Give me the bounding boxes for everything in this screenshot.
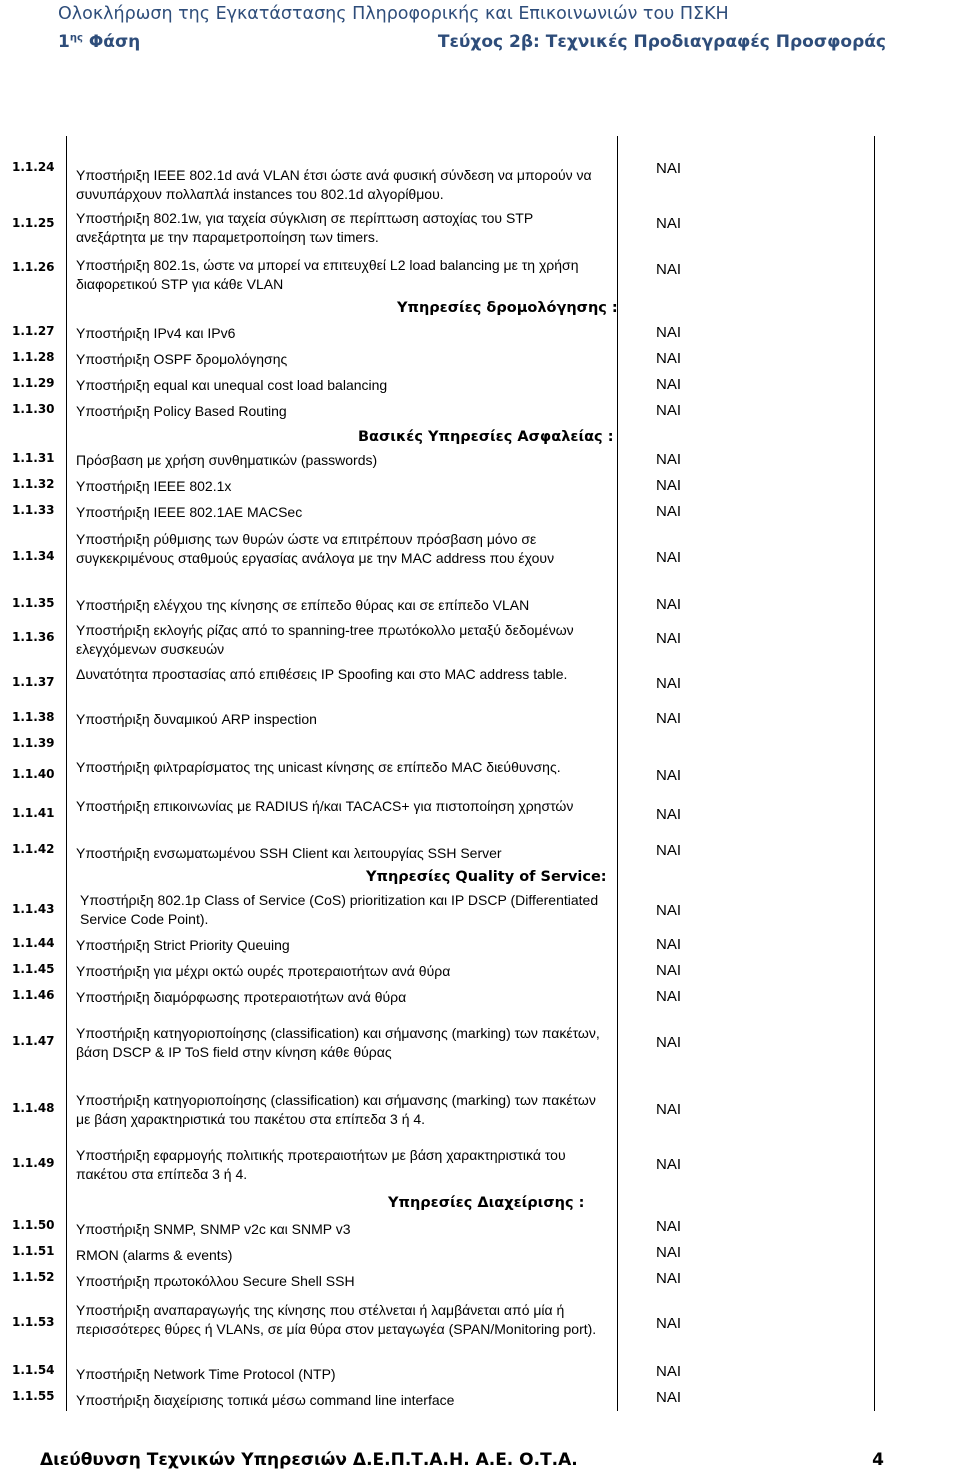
row-id: 1.1.52 [12,1270,55,1284]
row-id: 1.1.48 [12,1101,55,1115]
row-description: Υποστήριξη κατηγοριοποίησης (classification) και σήμανσης (marking) των πακέτων, βάση DSCP & IP ToS field στην κίνηση κάθε θύρας [76,1025,600,1060]
row-description: Υποστήριξη Policy Based Routing [76,403,287,419]
row-id: 1.1.33 [12,503,55,517]
row-value: ΝΑΙ [656,1034,682,1051]
row-id: 1.1.32 [12,477,55,491]
row-id: 1.1.35 [12,596,55,610]
row-value: ΝΑΙ [656,261,682,278]
row-value: ΝΑΙ [656,160,682,177]
phase-label: $1^{\eta\varsigma}$ Φάση [58,32,141,52]
row-value: ΝΑΙ [656,596,682,613]
section-heading-routing: Υπηρεσίες δρομολόγησης : [397,300,618,316]
row-value: ΝΑΙ [656,402,682,419]
row-value: ΝΑΙ [656,549,682,566]
row-id: 1.1.44 [12,936,55,950]
row-description: Υποστήριξη φιλτραρίσματος της unicast κίνησης σε επίπεδο MAC διεύθυνσης. [76,759,561,775]
row-value: ΝΑΙ [656,842,682,859]
row-description: Υποστήριξη για μέχρι οκτώ ουρές προτεραιοτήτων ανά θύρα [76,963,451,979]
row-id: 1.1.51 [12,1244,55,1258]
row-value: ΝΑΙ [656,806,682,823]
row-description: Υποστήριξη ρύθμισης των θυρών ώστε να επιτρέπουν πρόσβαση μόνο σε συγκεκριμένους σταθμούς εργασίας ανάλογα με την MAC address που έχουν [76,531,555,566]
page-number: 4 [872,1450,884,1470]
section-heading-security: Βασικές Υπηρεσίες Ασφαλείας : [358,429,614,445]
row-description: Υποστήριξη Network Time Protocol (NTP) [76,1366,336,1382]
row-value: ΝΑΙ [656,1389,682,1406]
row-description: Υποστήριξη 802.1s, ώστε να μπορεί να επιτευχθεί L2 load balancing με τη χρήση διαφορετικού STP για κάθε VLAN [76,257,579,292]
row-description: Υποστήριξη IEEE 802.1d ανά VLAN έτσι ώστε ανά φυσική σύνδεση να μπορούν να συνυπάρχουν πολλαπλά instances του 802.1d αλγορίθμου. [76,167,592,202]
document-title: Ολοκλήρωση της Εγκατάστασης Πληροφορικής και Επικοινωνιών του ΠΣΚΗ [58,4,729,24]
row-description: Υποστήριξη κατηγοριοποίησης (classification) και σήμανσης (marking) των πακέτων με βάση χαρακτηριστικά του πακέτου στα επίπεδα 3 ή 4. [76,1092,596,1127]
row-id: 1.1.27 [12,324,55,338]
row-description: Υποστήριξη IEEE 802.1AE MACSec [76,504,303,520]
row-description: Υποστήριξη πρωτοκόλλου Secure Shell SSH [76,1273,355,1289]
row-description: Υποστήριξη διαμόρφωσης προτεραιοτήτων ανά θύρα [76,989,407,1005]
row-description: Υποστήριξη 802.1p Class of Service (CoS) prioritization και IP DSCP (Differentiated Service Code Point). [80,892,599,927]
row-id: 1.1.39 [12,736,55,750]
row-description: Υποστήριξη διαχείρισης τοπικά μέσω command line interface [76,1392,455,1408]
row-id: 1.1.26 [12,260,55,274]
row-id: 1.1.55 [12,1389,55,1403]
row-id: 1.1.46 [12,988,55,1002]
row-value: ΝΑΙ [656,215,682,232]
page-footer [40,1450,890,1470]
row-id: 1.1.43 [12,902,55,916]
row-description: Υποστήριξη ελέγχου της κίνησης σε επίπεδο θύρας και σε επίπεδο VLAN [76,597,530,613]
row-description: Υποστήριξη equal και unequal cost load balancing [76,377,388,393]
section-heading-management: Υπηρεσίες Διαχείρισης : [388,1195,585,1211]
row-description: Υποστήριξη δυναμικού ARP inspection [76,711,317,727]
row-value: ΝΑΙ [656,630,682,647]
row-value: ΝΑΙ [656,324,682,341]
row-description: Υποστήριξη ενσωματωμένου SSH Client και λειτουργίας SSH Server [76,845,502,861]
row-value: ΝΑΙ [656,1218,682,1235]
row-value: ΝΑΙ [656,376,682,393]
row-id: 1.1.47 [12,1034,55,1048]
row-id: 1.1.36 [12,630,55,644]
row-id: 1.1.24 [12,160,55,174]
issue-title: Τεύχος 2β: Τεχνικές Προδιαγραφές Προσφοράς [437,32,886,52]
row-id: 1.1.38 [12,710,55,724]
section-heading-qos: Υπηρεσίες Quality of Service: [366,869,607,885]
row-description: Υποστήριξη OSPF δρομολόγησης [76,351,288,367]
row-id: 1.1.34 [12,549,55,563]
row-value: ΝΑΙ [656,1363,682,1380]
row-value: ΝΑΙ [656,675,682,692]
row-id: 1.1.45 [12,962,55,976]
row-id: 1.1.25 [12,216,55,230]
row-description: Δυνατότητα προστασίας από επιθέσεις IP Spoofing και στο MAC address table. [76,666,568,682]
column-divider [617,136,618,1411]
row-id: 1.1.54 [12,1363,55,1377]
row-id: 1.1.42 [12,842,55,856]
row-value: ΝΑΙ [656,1156,682,1173]
row-description: Υποστήριξη 802.1w, για ταχεία σύγκλιση σε περίπτωση αστοχίας του STP ανεξάρτητα με την παραμετροποίηση των timers. [76,210,533,245]
row-id: 1.1.40 [12,767,55,781]
row-id: 1.1.29 [12,376,55,390]
row-id: 1.1.41 [12,806,55,820]
row-id: 1.1.37 [12,675,55,689]
row-id: 1.1.28 [12,350,55,364]
row-value: ΝΑΙ [656,1244,682,1261]
row-description: Υποστήριξη εφαρμογής πολιτικής προτεραιοτήτων με βάση χαρακτηριστικά του πακέτου στα επίπεδα 3 ή 4. [76,1147,566,1182]
row-description: Υποστήριξη εκλογής ρίζας από το spanning-tree πρωτόκολλο μεταξύ δεδομένων ελεγχόμενων συσκευών [76,622,574,657]
row-description: Υποστήριξη IEEE 802.1x [76,478,232,494]
row-value: ΝΑΙ [656,710,682,727]
column-divider [66,136,67,1411]
row-description: Υποστήριξη IPv4 και IPv6 [76,325,236,341]
row-id: 1.1.49 [12,1156,55,1170]
row-value: ΝΑΙ [656,451,682,468]
row-value: ΝΑΙ [656,1315,682,1332]
row-value: ΝΑΙ [656,962,682,979]
row-id: 1.1.31 [12,451,55,465]
row-value: ΝΑΙ [656,350,682,367]
row-description: Υποστήριξη Strict Priority Queuing [76,937,290,953]
row-value: ΝΑΙ [656,477,682,494]
row-description: RMON (alarms & events) [76,1247,233,1263]
row-value: ΝΑΙ [656,936,682,953]
row-value: ΝΑΙ [656,1270,682,1287]
row-description: Υποστήριξη αναπαραγωγής της κίνησης που στέλνεται ή λαμβάνεται από μία ή περισσότερες θύρες ή VLANs, σε μία θύρα στον μεταγωγέα (SPAN/Monitoring port). [76,1302,597,1337]
row-id: 1.1.53 [12,1315,55,1329]
row-description: Υποστήριξη SNMP, SNMP v2c και SNMP v3 [76,1221,351,1237]
row-value: ΝΑΙ [656,902,682,919]
row-id: 1.1.30 [12,402,55,416]
row-value: ΝΑΙ [656,1101,682,1118]
row-description: Υποστήριξη επικοινωνίας με RADIUS ή/και TACACS+ για πιστοποίηση χρηστών [76,798,574,814]
row-value: ΝΑΙ [656,767,682,784]
row-description: Πρόσβαση με χρήση συνθηματικών (passwords) [76,452,378,468]
column-divider [874,136,875,1411]
footer-text: Διεύθυνση Τεχνικών Υπηρεσιών Δ.Ε.Π.Τ.Α.Η. Α.Ε. Ο.Τ.Α. [40,1450,578,1470]
row-value: ΝΑΙ [656,988,682,1005]
row-id: 1.1.50 [12,1218,55,1232]
row-value: ΝΑΙ [656,503,682,520]
